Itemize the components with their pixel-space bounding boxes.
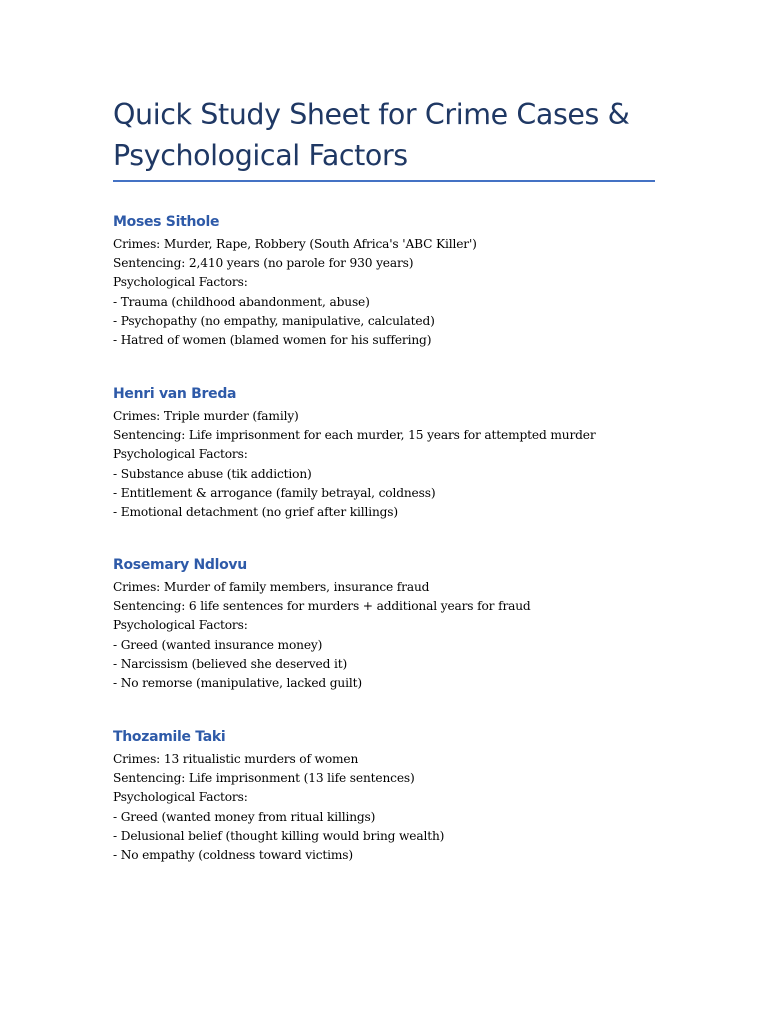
case-factor-item: - Emotional detachment (no grief after killings) — [113, 505, 399, 520]
case-factor-item: - Delusional belief (thought killing would bring wealth) — [113, 828, 445, 843]
case-section-henri-van-breda — [113, 384, 673, 522]
case-factors-label: Psychological Factors: — [113, 447, 248, 462]
case-section-moses-sithole — [113, 212, 673, 350]
case-factor-item: - Entitlement & arrogance (family betrayal, coldness) — [113, 485, 436, 500]
case-heading: Rosemary Ndlovu — [113, 557, 247, 573]
page-title-line-2: Psychological Factors — [113, 139, 408, 172]
case-factor-item: - Substance abuse (tik addiction) — [113, 466, 312, 481]
case-sentencing: Sentencing: Life imprisonment (13 life sentences) — [113, 771, 415, 786]
case-heading: Henri van Breda — [113, 386, 237, 402]
case-factor-item: - No remorse (manipulative, lacked guilt) — [113, 676, 362, 691]
case-heading: Thozamile Taki — [113, 729, 226, 745]
case-factor-item: - No empathy (coldness toward victims) — [113, 848, 353, 863]
case-factor-item: - Trauma (childhood abandonment, abuse) — [113, 294, 370, 309]
case-heading: Moses Sithole — [113, 214, 220, 230]
case-sentencing: Sentencing: 2,410 years (no parole for 930 years) — [113, 256, 414, 271]
case-factors-label: Psychological Factors: — [113, 790, 248, 805]
case-sentencing: Sentencing: 6 life sentences for murders + additional years for fraud — [113, 599, 531, 614]
case-section-thozamile-taki — [113, 727, 673, 865]
case-factor-item: - Hatred of women (blamed women for his suffering) — [113, 333, 432, 348]
page-title-line-1: Quick Study Sheet for Crime Cases & — [113, 98, 630, 131]
case-crimes: Crimes: Triple murder (family) — [113, 409, 299, 423]
case-crimes: Crimes: 13 ritualistic murders of women — [113, 752, 359, 766]
case-crimes: Crimes: Murder, Rape, Robbery (South Africa's 'ABC Killer') — [113, 237, 477, 251]
title-underline-rule — [113, 180, 655, 182]
case-factor-item: - Narcissism (believed she deserved it) — [113, 656, 348, 671]
case-factors-label: Psychological Factors: — [113, 275, 248, 290]
case-factors-label: Psychological Factors: — [113, 618, 248, 633]
case-factor-item: - Greed (wanted money from ritual killings) — [113, 809, 376, 824]
page-title — [113, 94, 673, 176]
case-factor-item: - Psychopathy (no empathy, manipulative, calculated) — [113, 313, 435, 328]
case-factor-item: - Greed (wanted insurance money) — [113, 637, 323, 652]
case-crimes: Crimes: Murder of family members, insurance fraud — [113, 580, 430, 594]
case-sentencing: Sentencing: Life imprisonment for each murder, 15 years for attempted murder — [113, 428, 596, 443]
case-section-rosemary-ndlovu — [113, 555, 673, 693]
